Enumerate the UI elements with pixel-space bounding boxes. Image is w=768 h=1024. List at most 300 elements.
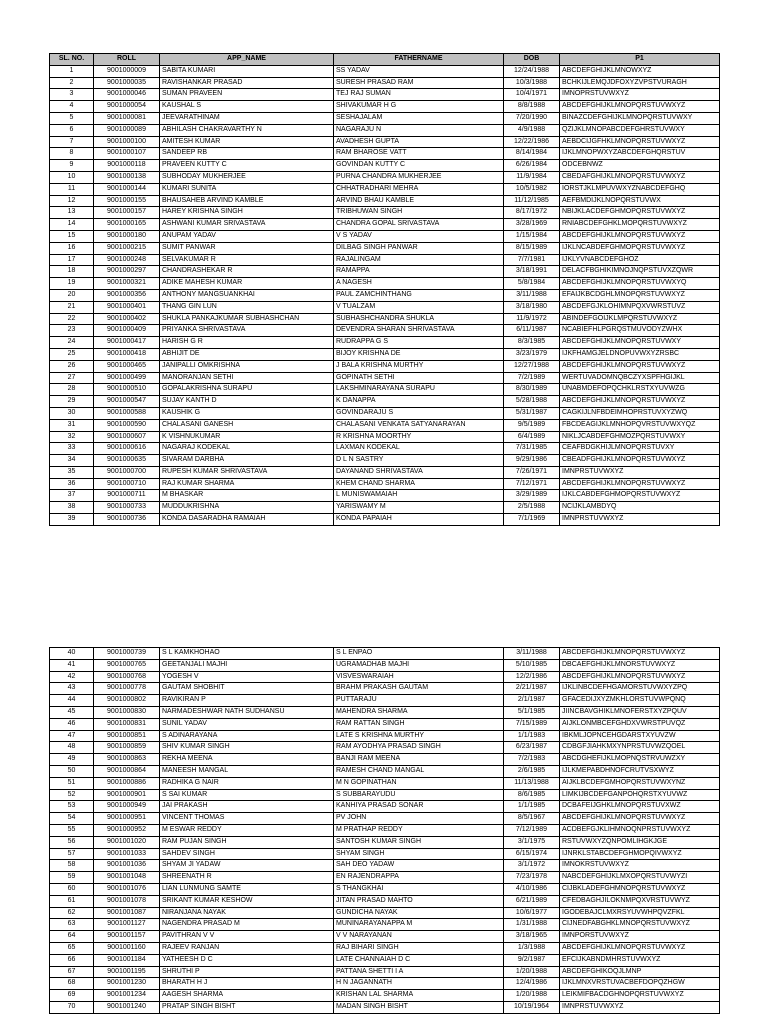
table-row: [50, 289, 720, 301]
cell-dob: 11/12/1985: [504, 195, 560, 207]
cell-roll: 9001000778: [94, 683, 160, 695]
cell-p1: IMNPRSTUVWXYZ: [560, 466, 720, 478]
cell-p1: ABCDEFGHIKOQJLMNP: [560, 966, 720, 978]
cell-fathername: SS YADAV: [334, 65, 504, 77]
cell-app-name: GAUTAM SHOBHIT: [160, 683, 334, 695]
cell-roll: 9001000165: [94, 219, 160, 231]
table-row: [50, 754, 720, 766]
cell-fathername: SAH DEO YADAW: [334, 860, 504, 872]
cell-dob: 12/27/1988: [504, 360, 560, 372]
cell-roll: 9001000607: [94, 431, 160, 443]
cell-dob: 9/2/1987: [504, 954, 560, 966]
table-row: [50, 183, 720, 195]
cell-roll: 9001000248: [94, 254, 160, 266]
cell-dob: 11/13/1988: [504, 777, 560, 789]
cell-p1: ABCDEFGHIJKLMNOPQRSTUVWXYQ: [560, 278, 720, 290]
cell-p1: IJKLCABDEFGHMOPQRSTUVWXYZ: [560, 490, 720, 502]
cell-sl-no: 47: [50, 730, 94, 742]
cell-fathername: GOVINDAN KUTTY C: [334, 160, 504, 172]
cell-sl-no: 1: [50, 65, 94, 77]
cell-fathername: V V NARAYANAN: [334, 931, 504, 943]
table-row: [50, 384, 720, 396]
cell-fathername: S SUBBARAYUDU: [334, 789, 504, 801]
cell-app-name: RAJ KUMAR SHARMA: [160, 478, 334, 490]
cell-app-name: KUMARI SUNITA: [160, 183, 334, 195]
cell-p1: IJKFHAMGJELDNOPUVWXYZRSBC: [560, 348, 720, 360]
cell-fathername: SHIVAKUMAR H G: [334, 101, 504, 113]
table-row: [50, 360, 720, 372]
cell-app-name: JEEVARATHINAM: [160, 112, 334, 124]
cell-roll: 9001000100: [94, 136, 160, 148]
table-row: [50, 254, 720, 266]
cell-p1: UNABMDEFOPQCHKLRSTXYUVWZG: [560, 384, 720, 396]
cell-roll: 9001000768: [94, 671, 160, 683]
cell-p1: ABCDEFGHIJKLMNOPQRSTUVWXYZ: [560, 648, 720, 660]
cell-roll: 9001000510: [94, 384, 160, 396]
cell-fathername: PAUL ZAMCHINTHANG: [334, 289, 504, 301]
cell-fathername: H N JAGANNATH: [334, 978, 504, 990]
cell-dob: 5/8/1984: [504, 278, 560, 290]
table-row: [50, 742, 720, 754]
cell-app-name: ANUPAM YADAV: [160, 230, 334, 242]
cell-fathername: NAGARAJU N: [334, 124, 504, 136]
cell-p1: AEFBMDIJKLNOPQRSTUVWX: [560, 195, 720, 207]
cell-sl-no: 25: [50, 348, 94, 360]
cell-dob: 3/28/1969: [504, 219, 560, 231]
table-row: [50, 502, 720, 514]
cell-sl-no: 23: [50, 325, 94, 337]
cell-app-name: PRATAP SINGH BISHT: [160, 1001, 334, 1013]
cell-dob: 6/15/1974: [504, 848, 560, 860]
cell-app-name: HAREY KRISHNA SINGH: [160, 207, 334, 219]
cell-p1: IJKLMNXVRSTUVACBEFDOPQZHGW: [560, 978, 720, 990]
cell-dob: 5/1/1985: [504, 706, 560, 718]
cell-dob: 9/29/1986: [504, 455, 560, 467]
cell-app-name: REKHA MEENA: [160, 754, 334, 766]
table-row: [50, 89, 720, 101]
cell-p1: IJKLMNOPWXYZABCDEFGHQRSTUV: [560, 148, 720, 160]
cell-dob: 6/26/1984: [504, 160, 560, 172]
cell-fathername: GOPINATH SETHI: [334, 372, 504, 384]
cell-p1: DELACFBGHIKIMNOJNQPSTUVXZQWR: [560, 266, 720, 278]
cell-fathername: KHEM CHAND SHARMA: [334, 478, 504, 490]
cell-dob: 6/4/1989: [504, 431, 560, 443]
cell-roll: 9001001078: [94, 895, 160, 907]
cell-dob: 2/21/1987: [504, 683, 560, 695]
cell-p1: ABCDEFGHIJKLMNOPQRSTUVWXYZ: [560, 671, 720, 683]
cell-app-name: SHRUTHI P: [160, 966, 334, 978]
cell-dob: 10/5/1982: [504, 183, 560, 195]
cell-sl-no: 40: [50, 648, 94, 660]
cell-fathername: GUNDICHA NAYAK: [334, 907, 504, 919]
cell-dob: 7/7/1981: [504, 254, 560, 266]
header-app-name: APP_NAME: [160, 54, 334, 66]
cell-dob: 3/11/1988: [504, 648, 560, 660]
cell-roll: 9001000401: [94, 301, 160, 313]
table-row: [50, 348, 720, 360]
cell-app-name: KONDA DASARADHA RAMAIAH: [160, 514, 334, 526]
cell-app-name: SUMAN PRAVEEN: [160, 89, 334, 101]
table-row: [50, 919, 720, 931]
cell-sl-no: 33: [50, 443, 94, 455]
table-row: [50, 124, 720, 136]
cell-sl-no: 62: [50, 907, 94, 919]
cell-sl-no: 13: [50, 207, 94, 219]
cell-sl-no: 9: [50, 160, 94, 172]
cell-p1: ABCDEFGHIJKLMNOPQRSTUVWXYZ: [560, 396, 720, 408]
cell-app-name: ABHIJIT DE: [160, 348, 334, 360]
cell-roll: 9001000590: [94, 419, 160, 431]
cell-sl-no: 22: [50, 313, 94, 325]
cell-p1: ABCDEFGHIJKLMNOPQRSTUVWXYZ: [560, 360, 720, 372]
cell-p1: AIJKLBCDEFGMHOPQRSTUVWXYNZ: [560, 777, 720, 789]
cell-sl-no: 53: [50, 801, 94, 813]
table-row: [50, 931, 720, 943]
cell-fathername: A NAGESH: [334, 278, 504, 290]
cell-fathername: TEJ RAJ SUMAN: [334, 89, 504, 101]
cell-dob: 7/2/1989: [504, 372, 560, 384]
cell-fathername: RAJALINGAM: [334, 254, 504, 266]
cell-sl-no: 7: [50, 136, 94, 148]
table-row: [50, 978, 720, 990]
table-row: [50, 148, 720, 160]
cell-roll: 9001000864: [94, 765, 160, 777]
cell-roll: 9001000802: [94, 695, 160, 707]
table-row: [50, 101, 720, 113]
cell-app-name: THANG GIN LUN: [160, 301, 334, 313]
cell-sl-no: 21: [50, 301, 94, 313]
cell-fathername: CHANDRA GOPAL SRIVASTAVA: [334, 219, 504, 231]
table-row: [50, 207, 720, 219]
cell-sl-no: 58: [50, 860, 94, 872]
cell-app-name: LIAN LUNMUNG SAMTE: [160, 883, 334, 895]
table-row: [50, 942, 720, 954]
cell-fathername: R KRISHNA MOORTHY: [334, 431, 504, 443]
cell-sl-no: 38: [50, 502, 94, 514]
cell-fathername: RUDRAPPA G S: [334, 337, 504, 349]
cell-sl-no: 59: [50, 872, 94, 884]
table-body-top: [50, 65, 720, 525]
cell-p1: CIJBKLADEFGHMNOPQRSTUVWXYZ: [560, 883, 720, 895]
cell-roll: 9001001230: [94, 978, 160, 990]
cell-fathername: V S YADAV: [334, 230, 504, 242]
table-row: [50, 683, 720, 695]
cell-sl-no: 12: [50, 195, 94, 207]
cell-sl-no: 68: [50, 978, 94, 990]
cell-fathername: JITAN PRASAD MAHTO: [334, 895, 504, 907]
table-row: [50, 266, 720, 278]
cell-app-name: M ESWAR REDDY: [160, 824, 334, 836]
cell-roll: 9001000144: [94, 183, 160, 195]
cell-dob: 8/8/1988: [504, 101, 560, 113]
table-row: [50, 112, 720, 124]
cell-p1: CDBGFJIAHKMXYNPRSTUVWZQOEL: [560, 742, 720, 754]
cell-sl-no: 44: [50, 695, 94, 707]
cell-fathername: YARISWAMY M: [334, 502, 504, 514]
table-row: [50, 372, 720, 384]
table-row: [50, 431, 720, 443]
cell-fathername: J BALA KRISHNA MURTHY: [334, 360, 504, 372]
cell-app-name: HARISH G R: [160, 337, 334, 349]
cell-app-name: SUBHODAY MUKHERJEE: [160, 171, 334, 183]
cell-app-name: KAUSHIK G: [160, 407, 334, 419]
table-row: [50, 1001, 720, 1013]
cell-p1: RNIABCDEFGHKLMOPQRSTUVWXYZ: [560, 219, 720, 231]
cell-dob: 2/1/1987: [504, 695, 560, 707]
cell-app-name: JAI PRAKASH: [160, 801, 334, 813]
cell-p1: IORSTJKLMPUVWXYZNABCDEFGHQ: [560, 183, 720, 195]
table-row: [50, 990, 720, 1002]
cell-dob: 3/18/1991: [504, 266, 560, 278]
cell-roll: 9001001087: [94, 907, 160, 919]
cell-fathername: LAXMAN KODEKAL: [334, 443, 504, 455]
table-row: [50, 301, 720, 313]
cell-dob: 11/9/1972: [504, 313, 560, 325]
cell-fathername: SURESH PRASAD RAM: [334, 77, 504, 89]
cell-roll: 9001001157: [94, 931, 160, 943]
cell-fathername: S THANGKHAI: [334, 883, 504, 895]
cell-fathername: SUBHASHCHANDRA SHUKLA: [334, 313, 504, 325]
cell-p1: QZIJKLMNOPABCDEFGHRSTUVWXY: [560, 124, 720, 136]
cell-fathername: UGRAMADHAB MAJHI: [334, 659, 504, 671]
cell-dob: 1/1/1983: [504, 730, 560, 742]
cell-app-name: PAVITHRAN V V: [160, 931, 334, 943]
cell-p1: JIINCBAVGHIKLMNOFERSTXYZPQUV: [560, 706, 720, 718]
cell-roll: 9001000830: [94, 706, 160, 718]
cell-sl-no: 20: [50, 289, 94, 301]
cell-roll: 9001001076: [94, 883, 160, 895]
cell-dob: 8/15/1989: [504, 242, 560, 254]
cell-app-name: AAGESH SHARMA: [160, 990, 334, 1002]
cell-p1: DCBAFEIJGHKLMNOPQRSTUVXWZ: [560, 801, 720, 813]
table-row: [50, 813, 720, 825]
table-row: [50, 490, 720, 502]
cell-p1: EFAIJKBCDGHLMNOPQRSTUVWXYZ: [560, 289, 720, 301]
cell-roll: 9001000736: [94, 514, 160, 526]
cell-dob: 7/31/1985: [504, 443, 560, 455]
cell-p1: BINAZCDEFGHIJKLMNOPQRSTUVWXY: [560, 112, 720, 124]
table-row: [50, 954, 720, 966]
table-row: [50, 278, 720, 290]
cell-dob: 8/30/1989: [504, 384, 560, 396]
cell-roll: 9001000949: [94, 801, 160, 813]
cell-fathername: VISVESWARAIAH: [334, 671, 504, 683]
cell-dob: 10/19/1964: [504, 1001, 560, 1013]
cell-app-name: RAVISHANKAR PRASAD: [160, 77, 334, 89]
cell-dob: 7/20/1990: [504, 112, 560, 124]
cell-p1: NBIJKLACDEFGHMOPQRSTUVWXYZ: [560, 207, 720, 219]
table-row: [50, 325, 720, 337]
cell-dob: 3/29/1989: [504, 490, 560, 502]
table-body-bottom: [50, 648, 720, 1014]
cell-roll: 9001001020: [94, 836, 160, 848]
table-row: [50, 419, 720, 431]
table-row: [50, 730, 720, 742]
cell-sl-no: 17: [50, 254, 94, 266]
cell-roll: 9001000155: [94, 195, 160, 207]
cell-app-name: PRIYANKA SHRIVASTAVA: [160, 325, 334, 337]
table-row: [50, 860, 720, 872]
cell-sl-no: 36: [50, 478, 94, 490]
cell-fathername: M PRATHAP REDDY: [334, 824, 504, 836]
cell-app-name: ABHILASH CHAKRAVARTHY N: [160, 124, 334, 136]
cell-roll: 9001000733: [94, 502, 160, 514]
cell-sl-no: 67: [50, 966, 94, 978]
cell-roll: 9001001195: [94, 966, 160, 978]
cell-dob: 3/1/1972: [504, 860, 560, 872]
cell-fathername: RAMAPPA: [334, 266, 504, 278]
cell-p1: ABCDEFGHIJKLMNOWXYZ: [560, 65, 720, 77]
cell-fathername: MAHENDRA SHARMA: [334, 706, 504, 718]
cell-dob: 3/18/1965: [504, 931, 560, 943]
cell-fathername: PUTTARAJU: [334, 695, 504, 707]
cell-app-name: NAGARAJ KODEKAL: [160, 443, 334, 455]
cell-app-name: SELVAKUMAR R: [160, 254, 334, 266]
cell-dob: 4/10/1986: [504, 883, 560, 895]
cell-roll: 9001000952: [94, 824, 160, 836]
cell-sl-no: 8: [50, 148, 94, 160]
cell-dob: 6/11/1987: [504, 325, 560, 337]
cell-dob: 3/11/1988: [504, 289, 560, 301]
table-row: [50, 966, 720, 978]
cell-dob: 12/22/1986: [504, 136, 560, 148]
cell-p1: CFEDBAGHJILOKNMPQXVRSTUVWYZ: [560, 895, 720, 907]
cell-p1: WERTUVADOMNQBCZYXSPFHGIJKL: [560, 372, 720, 384]
cell-fathername: RAM BHAROSE VATT: [334, 148, 504, 160]
cell-fathername: D L N SASTRY: [334, 455, 504, 467]
cell-fathername: RAMESH CHAND MANGAL: [334, 765, 504, 777]
cell-fathername: KONDA PAPAIAH: [334, 514, 504, 526]
cell-p1: IBKMLJOPNCEHGDARSTXYUVZW: [560, 730, 720, 742]
cell-roll: 9001000831: [94, 718, 160, 730]
cell-app-name: SABITA KUMARI: [160, 65, 334, 77]
cell-sl-no: 24: [50, 337, 94, 349]
cell-p1: IMNPORSTUVWXYZ: [560, 931, 720, 943]
table-row: [50, 136, 720, 148]
cell-fathername: RAJ BIHARI SINGH: [334, 942, 504, 954]
cell-app-name: CHANDRASHEKAR R: [160, 266, 334, 278]
cell-p1: AIJKLONMBCEFGHDXVWRSTPUVQZ: [560, 718, 720, 730]
cell-sl-no: 54: [50, 813, 94, 825]
cell-app-name: NARMADESHWAR NATH SUDHANSU: [160, 706, 334, 718]
cell-roll: 9001000465: [94, 360, 160, 372]
cell-p1: NCIJKLAMBDYQ: [560, 502, 720, 514]
table-row: [50, 466, 720, 478]
cell-p1: LIMKIJBCDEFGANPOHQRSTXYUVWZ: [560, 789, 720, 801]
cell-fathername: BIJOY KRISHNA DE: [334, 348, 504, 360]
cell-fathername: SANTOSH KUMAR SINGH: [334, 836, 504, 848]
cell-dob: 11/9/1984: [504, 171, 560, 183]
cell-dob: 8/6/1985: [504, 789, 560, 801]
cell-app-name: ASHWANI KUMAR SRIVASTAVA: [160, 219, 334, 231]
cell-p1: FBCDEAGIJKLMNHOPQVRSTUVWXYQZ: [560, 419, 720, 431]
cell-fathername: K DANAPPA: [334, 396, 504, 408]
cell-roll: 9001000046: [94, 89, 160, 101]
cell-sl-no: 28: [50, 384, 94, 396]
table-row: [50, 478, 720, 490]
cell-p1: CBEDAFGHIJKLMNOPQRSTUVWXYZ: [560, 171, 720, 183]
cell-fathername: KRISHAN LAL SHARMA: [334, 990, 504, 1002]
header-dob: DOB: [504, 54, 560, 66]
cell-sl-no: 11: [50, 183, 94, 195]
cell-dob: 10/4/1971: [504, 89, 560, 101]
cell-app-name: KAUSHAL S: [160, 101, 334, 113]
cell-fathername: DEVENDRA SHARAN SHRIVASTAVA: [334, 325, 504, 337]
cell-roll: 9001001160: [94, 942, 160, 954]
cell-roll: 9001001048: [94, 872, 160, 884]
cell-app-name: SHREENATH R: [160, 872, 334, 884]
cell-sl-no: 61: [50, 895, 94, 907]
cell-dob: 12/24/1988: [504, 65, 560, 77]
cell-roll: 9001000635: [94, 455, 160, 467]
cell-sl-no: 16: [50, 242, 94, 254]
cell-p1: BCHKIJLEMQJDFOXYZVPSTVURAGH: [560, 77, 720, 89]
cell-app-name: JANIPALLI OMKRISHNA: [160, 360, 334, 372]
cell-app-name: MANORANJAN SETHI: [160, 372, 334, 384]
cell-sl-no: 18: [50, 266, 94, 278]
cell-sl-no: 52: [50, 789, 94, 801]
cell-sl-no: 35: [50, 466, 94, 478]
table-row: [50, 706, 720, 718]
cell-p1: CAGKIJLNFBDEIMHOPRSTUVXYZWQ: [560, 407, 720, 419]
table-row: [50, 777, 720, 789]
cell-roll: 9001000739: [94, 648, 160, 660]
cell-app-name: GEETANJALI MAJHI: [160, 659, 334, 671]
cell-p1: AEBDCIJGFHKLMNOPQRSTUVWXYZ: [560, 136, 720, 148]
cell-app-name: ADIKE MAHESH KUMAR: [160, 278, 334, 290]
cell-app-name: ANTHONY MANGSUANKHAI: [160, 289, 334, 301]
cell-fathername: V TUALZAM: [334, 301, 504, 313]
cell-sl-no: 51: [50, 777, 94, 789]
cell-roll: 9001000215: [94, 242, 160, 254]
cell-roll: 9001000409: [94, 325, 160, 337]
cell-roll: 9001000901: [94, 789, 160, 801]
table-row: [50, 242, 720, 254]
cell-sl-no: 39: [50, 514, 94, 526]
cell-p1: CEAFBDGKHIJLMNOPQRSTUVXY: [560, 443, 720, 455]
cell-dob: 12/4/1986: [504, 978, 560, 990]
cell-dob: 10/3/1988: [504, 77, 560, 89]
cell-dob: 5/28/1988: [504, 396, 560, 408]
cell-app-name: NIRANJANA NAYAK: [160, 907, 334, 919]
cell-sl-no: 42: [50, 671, 94, 683]
cell-fathername: ARVIND BHAU KAMBLE: [334, 195, 504, 207]
cell-app-name: SUNIL YADAV: [160, 718, 334, 730]
cell-app-name: AMITESH KUMAR: [160, 136, 334, 148]
cell-sl-no: 31: [50, 419, 94, 431]
table-row: [50, 219, 720, 231]
table-row: [50, 230, 720, 242]
cell-fathername: LATE CHANNAIAH D C: [334, 954, 504, 966]
cell-app-name: CHALASANI GANESH: [160, 419, 334, 431]
cell-dob: 2/6/1985: [504, 765, 560, 777]
table-row: [50, 455, 720, 467]
cell-dob: 8/5/1967: [504, 813, 560, 825]
cell-roll: 9001001184: [94, 954, 160, 966]
cell-p1: ABCDEFGHIJKLMNOPQRSTUVWXYZ: [560, 813, 720, 825]
cell-sl-no: 69: [50, 990, 94, 1002]
table-row: [50, 65, 720, 77]
cell-p1: GFACEDIJXYZMKHLORSTUVWPQNQ: [560, 695, 720, 707]
cell-sl-no: 56: [50, 836, 94, 848]
table-row: [50, 407, 720, 419]
cell-sl-no: 5: [50, 112, 94, 124]
cell-p1: LEIKMIFBACDGHNOPQRSTUVWXYZ: [560, 990, 720, 1002]
cell-dob: 1/31/1988: [504, 919, 560, 931]
cell-roll: 9001000765: [94, 659, 160, 671]
cell-roll: 9001000588: [94, 407, 160, 419]
cell-roll: 9001000402: [94, 313, 160, 325]
